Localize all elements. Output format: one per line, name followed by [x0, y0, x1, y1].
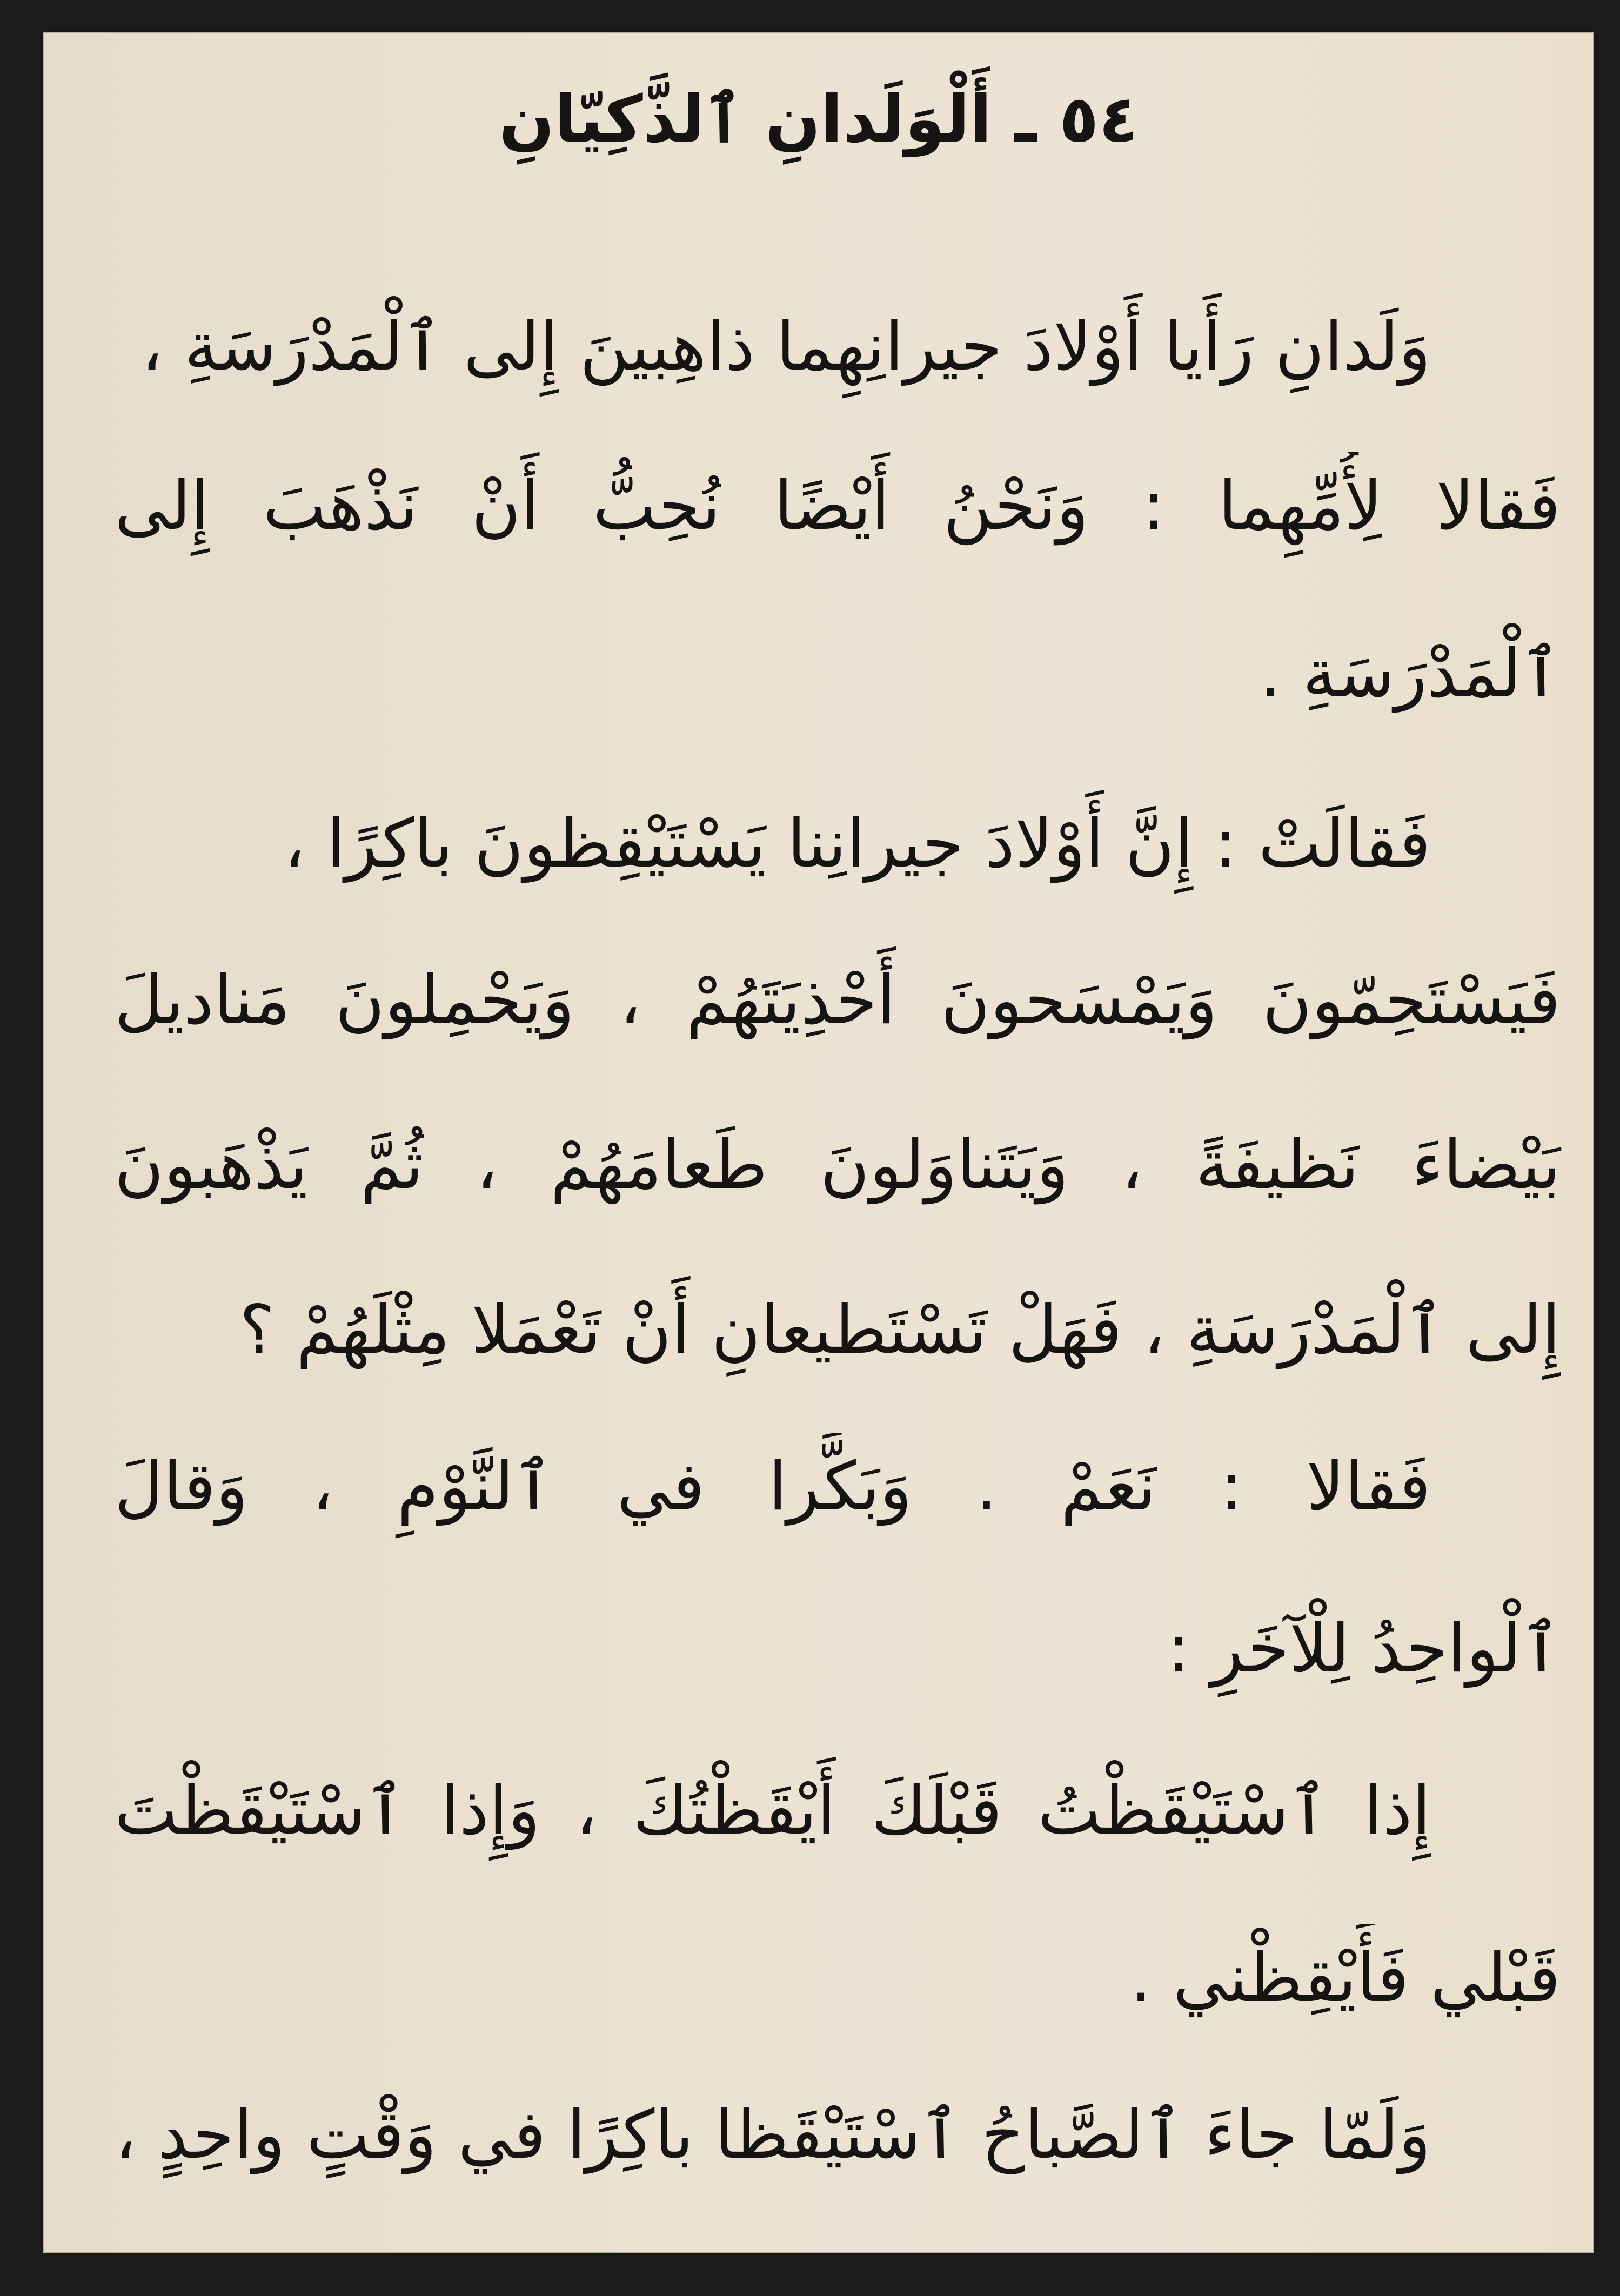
- manuscript-page: [43, 32, 1594, 2253]
- text-line-11: قَبْلي فَأَيْقِظْني .: [1130, 1939, 1561, 2017]
- text-line-3: ٱلْمَدْرَسَةِ .: [1260, 635, 1561, 713]
- text-line-4: فَقالَتْ : إِنَّ أَوْلادَ جيرانِنا يَسْتَيْقِظونَ باكِرًا ،: [283, 805, 1431, 883]
- text-line-8: فَقالا : نَعَمْ . وَبَكَّرا في ٱلنَّوْمِ ، وَقالَ: [115, 1448, 1431, 1526]
- text-line-2: فَقالا لِأُمِّهِما : وَنَحْنُ أَيْضًا نُحِبُّ أَنْ نَذْهَبَ إِلى: [115, 467, 1561, 545]
- text-line-7: إِلى ٱلْمَدْرَسَةِ ، فَهَلْ تَسْتَطيعانِ أَنْ تَعْمَلا مِثْلَهُمْ ؟: [239, 1291, 1561, 1369]
- page-title: ٥٤ ـ أَلْوَلَدانِ ٱلذَّكِيّانِ: [499, 82, 1139, 157]
- text-line-9: ٱلْواحِدُ لِلْآخَرِ :: [1167, 1610, 1561, 1688]
- text-line-1: وَلَدانِ رَأَيا أَوْلادَ جيرانِهِما ذاهِبينَ إِلى ٱلْمَدْرَسَةِ ،: [141, 308, 1431, 386]
- text-line-6: بَيْضاءَ نَظيفَةً ، وَيَتَناوَلونَ طَعامَهُمْ ، ثُمَّ يَذْهَبونَ: [115, 1126, 1561, 1204]
- text-line-5: فَيَسْتَحِمّونَ وَيَمْسَحونَ أَحْذِيَتَهُمْ ، وَيَحْمِلونَ مَناديلَ: [115, 962, 1561, 1039]
- text-line-12: وَلَمّا جاءَ ٱلصَّباحُ ٱسْتَيْقَظا باكِرًا في وَقْتٍ واحِدٍ ،: [115, 2096, 1431, 2174]
- text-line-10: إِذا ٱسْتَيْقَظْتُ قَبْلَكَ أَيْقَظْتُكَ ، وَإِذا ٱسْتَيْقَظْتَ: [115, 1772, 1431, 1850]
